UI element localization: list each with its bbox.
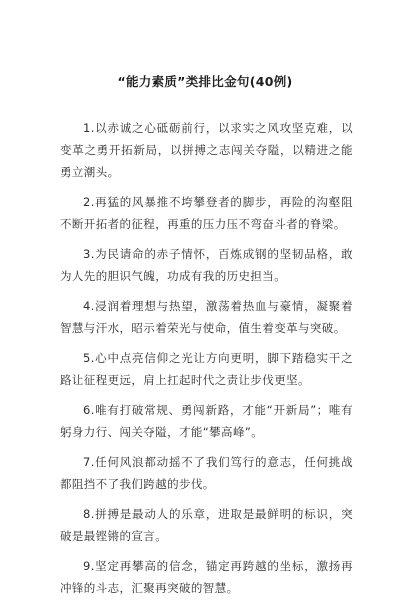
paragraph-9: 9.坚定再攀高的信念，锚定再跨越的坐标，激扬再冲锋的斗志，汇聚再突破的智慧。 <box>60 559 353 595</box>
paragraph-4: 4.浸润着理想与热望，激荡着热血与豪情，凝聚着智慧与汗水，昭示着荣光与使命，值生着变革与突破。 <box>60 299 353 335</box>
paragraph-2: 2.再猛的风暴推不垮攀登者的脚步，再险的沟壑阻不断开拓者的征程，再重的压力压不弯奋斗者的脊梁。 <box>60 195 353 231</box>
document-body <box>60 117 353 607</box>
paragraph-5: 5.心中点亮信仰之光让方向更明，脚下踏稳实干之路让征程更远，肩上扛起时代之责让步伐更坚。 <box>60 351 353 387</box>
paragraph-1: 1.以赤诚之心砥砺前行，以求实之风攻坚克难，以变革之勇开拓新局，以拼搏之志闯关夺隘，以精进之能勇立潮头。 <box>60 121 353 179</box>
paragraph-8: 8.拼搏是最动人的乐章，进取是最鲜明的标识，突破是最铿锵的宣言。 <box>60 507 353 543</box>
paragraph-3: 3.为民请命的赤子情怀，百炼成钢的坚韧品格，敢为人先的胆识气魄，功成有我的历史担当。 <box>60 247 353 283</box>
document-title: “能力素质”类排比金句(40例) <box>117 74 293 89</box>
paragraph-6: 6.唯有打破常规、勇闯新路，才能“开新局”；唯有躬身力行、闯关夺隘，才能“攀高峰”。 <box>60 403 353 439</box>
paragraph-7: 7.任何风浪都动摇不了我们笃行的意志，任何挑战都阻挡不了我们跨越的步伐。 <box>60 455 353 491</box>
